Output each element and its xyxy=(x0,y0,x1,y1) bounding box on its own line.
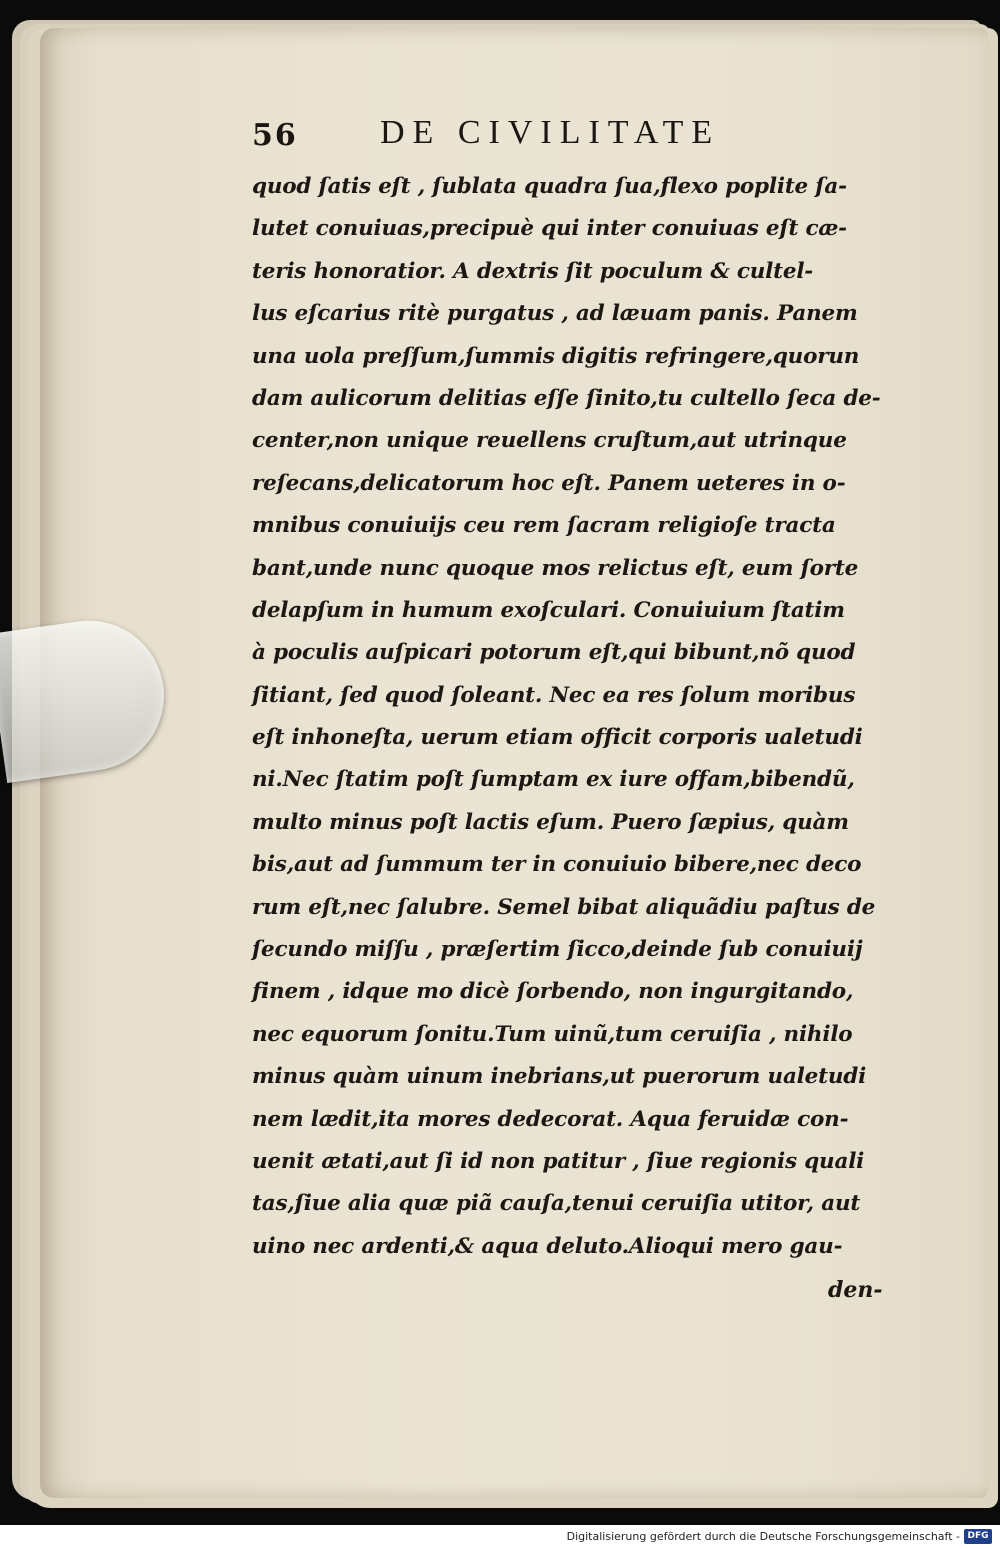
text-line: ſecundo miſſu , præſertim ſicco,deinde ſub conuiuij xyxy=(252,937,863,963)
text-line: uenit ætati,aut ſi id non patitur , ſiue regionis quali xyxy=(252,1148,865,1174)
text-line: lutet conuiuas,precipuè qui inter conuiuas eſt cæ- xyxy=(252,216,847,242)
funding-credit: Digitalisierung gefördert durch die Deutsche Forschungsgemeinschaft - xyxy=(566,1530,960,1543)
text-line: teris honoratior. A dextris ſit poculum & cultel- xyxy=(252,258,814,284)
text-line: quod ſatis eſt , ſublata quadra ſua,flexo poplite ſa- xyxy=(252,174,847,199)
text-line: ni.Nec ſtatim poſt ſumptam ex iure offam,bibendũ, xyxy=(252,767,855,793)
text-line: nec equorum ſonitu.Tum uinũ,tum ceruiſia , nihilo xyxy=(252,1021,853,1047)
page-number: 56 xyxy=(252,118,298,153)
text-line: minus quàm uinum inebrians,ut puerorum ualetudi xyxy=(252,1064,867,1090)
text-line: uino nec ardenti,& aqua deluto.Alioqui mero gau- xyxy=(252,1233,843,1259)
footer-bar xyxy=(0,1525,1000,1549)
text-line: bant,unde nunc quoque mos relictus eſt, eum ſorte xyxy=(252,555,859,581)
text-line: center,non unique reuellens cruſtum,aut utrinque xyxy=(252,428,847,454)
dfg-logo-icon: DFG xyxy=(964,1529,992,1544)
text-line: una uola preſſum,ſummis digitis refringere,quorun xyxy=(252,343,860,369)
running-title: DE CIVILITATE xyxy=(380,114,721,151)
text-line: rum eſt,nec ſalubre. Semel bibat aliquãdiu paſtus de xyxy=(252,894,876,920)
text-line: ſitiant, ſed quod ſoleant. Nec ea res ſolum moribus xyxy=(252,682,856,708)
text-line: dam aulicorum delitias eſſe ſinito,tu cultello ſeca de- xyxy=(252,385,881,411)
text-line: multo minus poſt lactis eſum. Puero ſæpius, quàm xyxy=(252,809,849,835)
text-line: eſt inhoneſta, uerum etiam officit corporis ualetudi xyxy=(252,725,863,751)
body-text xyxy=(252,166,912,1268)
text-line: nem lædit,ita mores dedecorat. Aqua feruidæ con- xyxy=(252,1106,849,1132)
running-head xyxy=(252,112,772,162)
text-line: finem , idque mo dicè ſorbendo, non ingurgitando, xyxy=(252,979,854,1005)
text-line: bis,aut ad ſummum ter in conuiuio bibere,nec deco xyxy=(252,852,862,878)
text-line: delapſum in humum exoſculari. Conuiuium ſtatim xyxy=(252,597,845,623)
text-line: tas,ſiue alia quæ piã cauſa,tenui ceruiſia utitor, aut xyxy=(252,1191,861,1217)
text-line: mnibus conuiuijs ceu rem ſacram religioſe tracta xyxy=(252,513,836,539)
text-line: lus eſcarius ritè purgatus , ad læuam panis. Panem xyxy=(252,301,858,327)
text-line: reſecans,delicatorum hoc eſt. Panem ueteres in o- xyxy=(252,470,846,496)
text-line: à poculis auſpicari potorum eſt,qui bibunt,nõ quod xyxy=(252,640,856,666)
catchword: den- xyxy=(828,1277,883,1303)
